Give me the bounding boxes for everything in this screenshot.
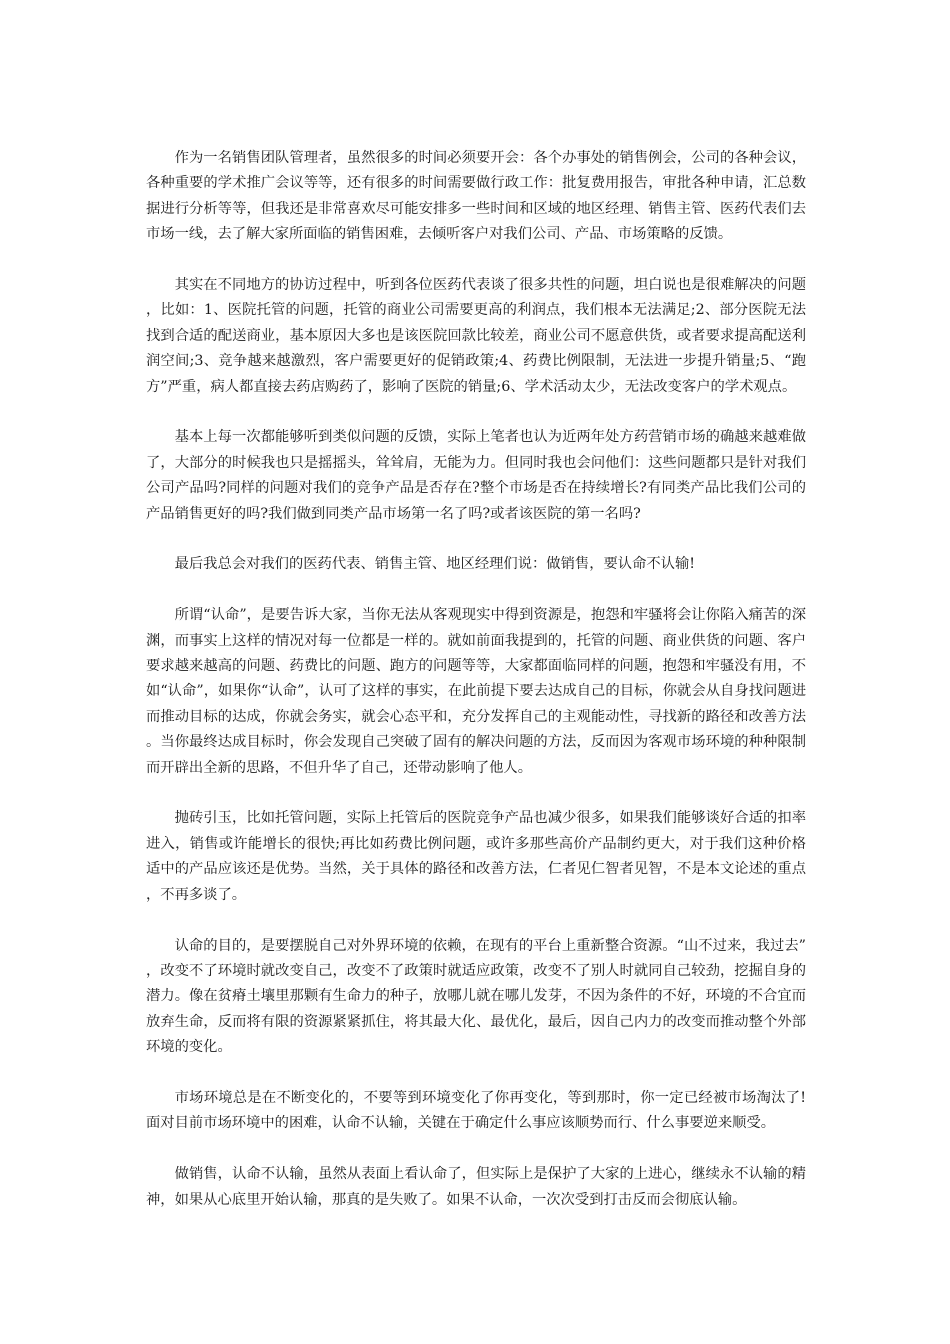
paragraph-4: 最后我总会对我们的医药代表、销售主管、地区经理们说：做销售，要认命不认输! [174, 556, 696, 573]
paragraph-8: 市场环境总是在不断变化的，不要等到环境变化了你再变化，等到那时，你一定已经被市场淘汰了!面对目前市场环境中的困难，认命不认输，关键在于确定什么事应该顺势而行、什么事要逆来顺受。 [146, 1089, 806, 1132]
paragraph-7: 认命的目的，是要摆脱自己对外界环境的依赖，在现有的平台上重新整合资源。“山不过来，我过去”，改变不了环境时就改变自己，改变不了政策时就适应政策，改变不了别人时就同自己较劲，挖掘自身的潜力。像在贫瘠土壤里那颗有生命力的种子，放哪儿就在哪儿发芽，不因为条件的不好，环境的不合宜而放弃生命，反而将有限的资源紧紧抓住，将其最大化、最优化，最后，因自己内力的改变而推动整个外部环境的变化。 [146, 937, 806, 1056]
document-body [146, 146, 806, 1238]
paragraph-1: 作为一名销售团队管理者，虽然很多的时间必须要开会：各个办事处的销售例会，公司的各种会议，各种重要的学术推广会议等等，还有很多的时间需要做行政工作：批复费用报告，审批各种申请，汇总数据进行分析等等，但我还是非常喜欢尽可能安排多一些时间和区域的地区经理、销售主管、医药代表们去市场一线，去了解大家所面临的销售困难，去倾听客户对我们公司、产品、市场策略的反馈。 [146, 150, 806, 243]
paragraph-9: 做销售，认命不认输，虽然从表面上看认命了，但实际上是保护了大家的上进心，继续永不认输的精神，如果从心底里开始认输，那真的是失败了。如果不认命，一次次受到打击反而会彻底认输。 [146, 1166, 806, 1208]
paragraph-3: 基本上每一次都能够听到类似问题的反馈，实际上笔者也认为近两年处方药营销市场的确越来越难做了，大部分的时候我也只是摇摇头，耸耸肩，无能为力。但同时我也会问他们：这些问题都只是针对我们公司产品吗?同样的问题对我们的竞争产品是否存在?整个市场是否在持续增长?有同类产品比我们公司的产品销售更好的吗?我们做到同类产品市场第一名了吗?或者该医院的第一名吗? [146, 429, 806, 522]
paragraph-6: 抛砖引玉，比如托管问题，实际上托管后的医院竞争产品也减少很多，如果我们能够谈好合适的扣率进入，销售或许能增长的很快;再比如药费比例问题，或许多那些高价产品制约更大，对于我们这种价格适中的产品应该还是优势。当然，关于具体的路径和改善方法，仁者见仁智者见智，不是本文论述的重点，不再多谈了。 [146, 810, 806, 903]
paragraph-5: 所谓“认命”，是要告诉大家，当你无法从客观现实中得到资源是，抱怨和牢骚将会让你陷入痛苦的深渊，而事实上这样的情况对每一位都是一样的。就如前面我提到的，托管的问题、商业供货的问题、客户要求越来越高的问题、药费比的问题、跑方的问题等等，大家都面临同样的问题，抱怨和牢骚没有用，不如“认命”，如果你“认命”，认可了这样的事实，在此前提下要去达成自己的目标，你就会从自身找问题进而推动目标的达成，你就会务实，就会心态平和，充分发挥自己的主观能动性，寻找新的路径和改善方法。当你最终达成目标时，你会发现自己突破了固有的解决问题的方法，反而因为客观市场环境的种种限制而开辟出全新的思路，不但升华了自己，还带动影响了他人。 [146, 607, 806, 776]
paragraph-2: 其实在不同地方的协访过程中，听到各位医药代表谈了很多共性的问题，坦白说也是很难解决的问题，比如：1、医院托管的问题，托管的商业公司需要更高的利润点，我们根本无法满足;2、部分医院无法找到合适的配送商业，基本原因大多也是该医院回款比较差，商业公司不愿意供货，或者要求提高配送利润空间;3、竞争越来越激烈，客户需要更好的促销政策;4、药费比例限制，无法进一步提升销量;5、“跑方”严重，病人都直接去药店购药了，影响了医院的销量;6、学术活动太少，无法改变客户的学术观点。 [146, 277, 806, 395]
